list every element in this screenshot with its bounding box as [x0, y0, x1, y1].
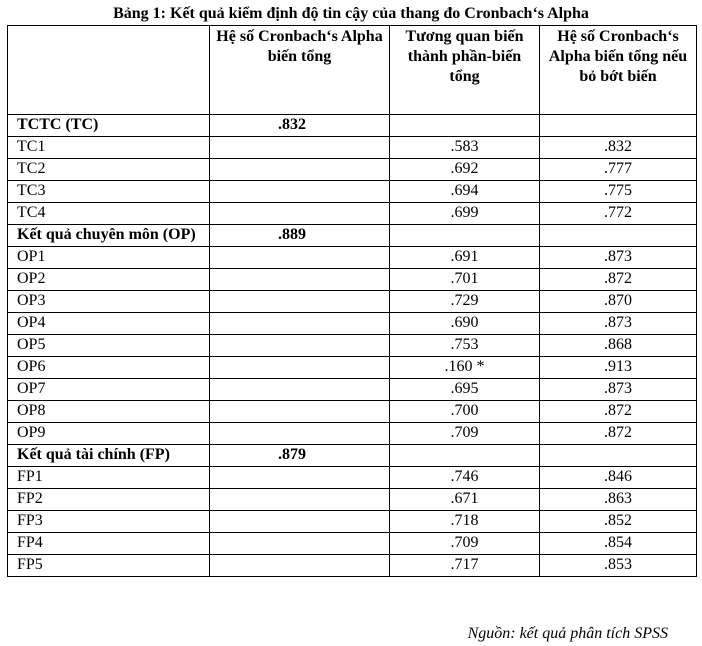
empty-cell	[210, 247, 390, 269]
group-row	[8, 225, 697, 247]
item-code: TC2	[8, 159, 210, 181]
item-code: TC1	[8, 137, 210, 159]
item-alpha-if-deleted: .872	[540, 423, 697, 445]
table-row	[8, 159, 697, 181]
group-name: Kết quả chuyên môn (OP)	[8, 225, 210, 247]
item-alpha-if-deleted: .863	[540, 489, 697, 511]
empty-cell	[210, 401, 390, 423]
item-alpha-if-deleted: .868	[540, 335, 697, 357]
table-row	[8, 533, 697, 555]
item-alpha-if-deleted: .913	[540, 357, 697, 379]
item-code: OP6	[8, 357, 210, 379]
empty-cell	[210, 357, 390, 379]
table-row	[8, 247, 697, 269]
table-row	[8, 555, 697, 577]
empty-cell	[210, 533, 390, 555]
item-correlation: .692	[390, 159, 540, 181]
item-code: OP2	[8, 269, 210, 291]
table-body	[8, 115, 697, 577]
item-alpha-if-deleted: .775	[540, 181, 697, 203]
item-alpha-if-deleted: .872	[540, 269, 697, 291]
table-row	[8, 313, 697, 335]
item-code: OP8	[8, 401, 210, 423]
item-code: FP3	[8, 511, 210, 533]
header-row	[8, 26, 697, 115]
item-alpha-if-deleted: .870	[540, 291, 697, 313]
empty-cell	[210, 335, 390, 357]
empty-cell	[210, 269, 390, 291]
table-row	[8, 423, 697, 445]
item-alpha-if-deleted: .873	[540, 247, 697, 269]
item-correlation: .700	[390, 401, 540, 423]
group-row	[8, 115, 697, 137]
empty-cell	[390, 115, 540, 137]
item-alpha-if-deleted: .873	[540, 313, 697, 335]
group-name: TCTC (TC)	[8, 115, 210, 137]
table-row	[8, 335, 697, 357]
group-alpha: .879	[210, 445, 390, 467]
empty-cell	[210, 555, 390, 577]
table-row	[8, 511, 697, 533]
item-correlation: .753	[390, 335, 540, 357]
source-note: Nguồn: kết quả phân tích SPSS	[467, 625, 668, 642]
item-code: OP3	[8, 291, 210, 313]
table-row	[8, 379, 697, 401]
item-code: FP2	[8, 489, 210, 511]
item-correlation: .583	[390, 137, 540, 159]
group-name: Kết quả tài chính (FP)	[8, 445, 210, 467]
table-row	[8, 137, 697, 159]
table-row	[8, 291, 697, 313]
table-row	[8, 467, 697, 489]
item-code: FP5	[8, 555, 210, 577]
item-correlation: .694	[390, 181, 540, 203]
item-code: OP7	[8, 379, 210, 401]
item-code: OP1	[8, 247, 210, 269]
empty-cell	[390, 445, 540, 467]
item-alpha-if-deleted: .872	[540, 401, 697, 423]
empty-cell	[540, 445, 697, 467]
table-row	[8, 401, 697, 423]
item-code: TC4	[8, 203, 210, 225]
header-alpha-if-deleted: Hệ số Cronbach‘s Alpha biến tổng nếu bỏ bớt biến	[540, 26, 697, 115]
empty-cell	[390, 225, 540, 247]
header-item-total-correlation: Tương quan biến thành phần-biến tổng	[390, 26, 540, 115]
item-alpha-if-deleted: .873	[540, 379, 697, 401]
empty-cell	[210, 379, 390, 401]
header-alpha: Hệ số Cronbach‘s Alpha biến tổng	[210, 26, 390, 115]
item-correlation: .709	[390, 423, 540, 445]
item-correlation: .699	[390, 203, 540, 225]
item-code: OP9	[8, 423, 210, 445]
table-row	[8, 269, 697, 291]
item-code: OP5	[8, 335, 210, 357]
empty-cell	[540, 115, 697, 137]
item-correlation: .701	[390, 269, 540, 291]
empty-cell	[210, 489, 390, 511]
empty-cell	[210, 467, 390, 489]
item-correlation: .691	[390, 247, 540, 269]
item-alpha-if-deleted: .853	[540, 555, 697, 577]
empty-cell	[210, 159, 390, 181]
item-correlation: .690	[390, 313, 540, 335]
item-correlation: .160 *	[390, 357, 540, 379]
empty-cell	[210, 423, 390, 445]
table-row	[8, 181, 697, 203]
item-correlation: .709	[390, 533, 540, 555]
table-row	[8, 203, 697, 225]
item-code: TC3	[8, 181, 210, 203]
item-code: FP4	[8, 533, 210, 555]
item-code: OP4	[8, 313, 210, 335]
empty-cell	[210, 203, 390, 225]
item-code: FP1	[8, 467, 210, 489]
item-alpha-if-deleted: .777	[540, 159, 697, 181]
reliability-table	[7, 25, 697, 577]
table-caption: Bảng 1: Kết quả kiểm định độ tin cậy của thang đo Cronbach‘s Alpha	[113, 5, 589, 22]
table-row	[8, 357, 697, 379]
table-row	[8, 489, 697, 511]
item-correlation: .717	[390, 555, 540, 577]
empty-cell	[540, 225, 697, 247]
item-alpha-if-deleted: .854	[540, 533, 697, 555]
header-empty	[8, 26, 210, 115]
item-correlation: .746	[390, 467, 540, 489]
group-row	[8, 445, 697, 467]
empty-cell	[210, 137, 390, 159]
item-correlation: .695	[390, 379, 540, 401]
empty-cell	[210, 511, 390, 533]
group-alpha: .832	[210, 115, 390, 137]
empty-cell	[210, 291, 390, 313]
item-alpha-if-deleted: .772	[540, 203, 697, 225]
item-correlation: .671	[390, 489, 540, 511]
item-alpha-if-deleted: .846	[540, 467, 697, 489]
item-alpha-if-deleted: .832	[540, 137, 697, 159]
group-alpha: .889	[210, 225, 390, 247]
item-correlation: .729	[390, 291, 540, 313]
item-correlation: .718	[390, 511, 540, 533]
item-alpha-if-deleted: .852	[540, 511, 697, 533]
empty-cell	[210, 313, 390, 335]
empty-cell	[210, 181, 390, 203]
